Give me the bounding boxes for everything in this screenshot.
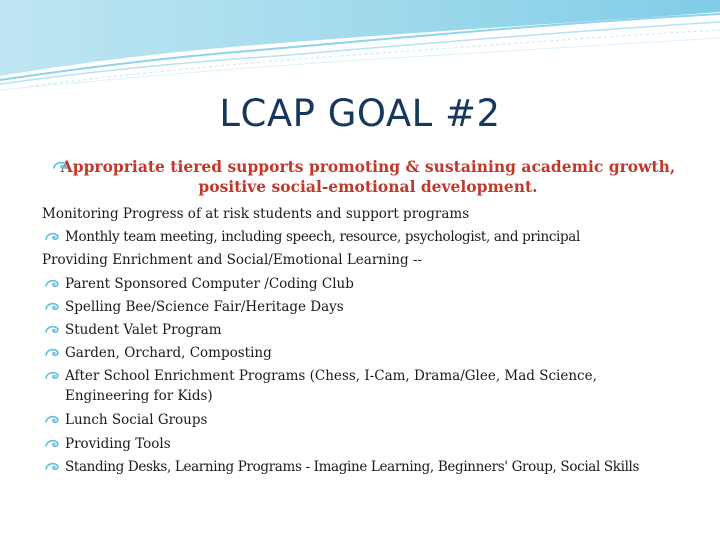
swirl-bullet-icon [44,460,60,474]
swirl-bullet-icon [44,323,60,337]
swirl-bullet-icon [44,437,60,451]
list-item [42,433,692,456]
list-item-text: Standing Desks, Learning Programs - Imagine Learning, Beginners' Group, Social Skills [65,458,640,475]
section-heading-enrichment: Providing Enrichment and Social/Emotional Learning -- [42,252,423,269]
section-heading-monitoring: Monitoring Progress of at risk students and support programs [42,206,470,222]
list-item [42,296,692,319]
list-item-text: Spelling Bee/Science Fair/Heritage Days [65,298,344,315]
swirl-bullet-icon [44,369,60,383]
swirl-bullet-icon [44,413,60,427]
content-body [42,203,692,479]
list-item-text: Garden, Orchard, Composting [65,345,272,362]
swirl-bullet-icon [52,159,68,173]
list-item [42,319,692,342]
list-item [42,226,692,249]
list-item-text: Providing Tools [65,435,171,452]
list-item [42,365,605,409]
list-item-text: Monthly team meeting, including speech, resource, psychologist, and principal [65,229,580,246]
list-item-text: After School Enrichment Programs (Chess, I-Cam, Drama/Glee, Mad Science, Engineering for Kids) [65,368,597,405]
swirl-bullet-icon [44,300,60,314]
goal-statement [48,157,688,197]
list-item-text: Student Valet Program [65,322,222,339]
swirl-bullet-icon [44,230,60,244]
list-item-text: Parent Sponsored Computer /Coding Club [65,275,354,292]
goal-text: Appropriate tiered supports promoting & sustaining academic growth, positive social-emotional development. [60,157,676,196]
swirl-bullet-icon [44,277,60,291]
swirl-bullet-icon [44,346,60,360]
list-item [42,342,692,365]
list-item-text: Lunch Social Groups [65,412,208,429]
list-item [42,456,692,479]
list-item [42,409,692,432]
list-item [42,273,692,296]
slide-title: LCAP GOAL #2 [219,92,501,135]
